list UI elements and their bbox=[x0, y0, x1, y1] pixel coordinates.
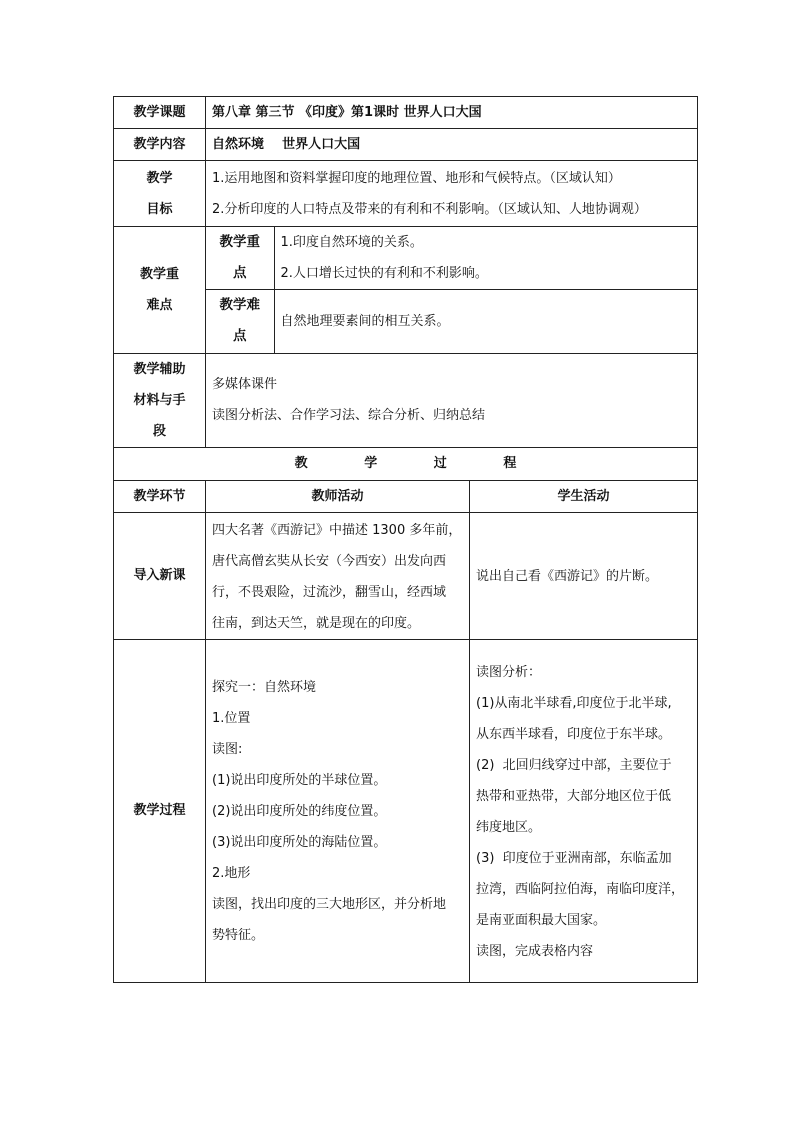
table-row bbox=[114, 512, 698, 639]
column-header-student: 学生活动 bbox=[470, 480, 698, 512]
lesson-plan-table bbox=[113, 96, 698, 983]
teacher-line: 四大名著《西游记》中描述 1300 多年前， bbox=[212, 522, 462, 538]
student-line: 从东西半球看，印度位于东半球。 bbox=[476, 726, 672, 742]
row-topic bbox=[114, 97, 698, 129]
key-points-label bbox=[206, 227, 274, 290]
content-label: 教学内容 bbox=[114, 129, 206, 161]
key-difficult-label-line1: 教学重 bbox=[139, 266, 179, 282]
aids-label-line1: 教学辅助 bbox=[133, 361, 186, 377]
column-header-teacher: 教师活动 bbox=[206, 480, 470, 512]
topic-value: 第八章 第三节 《印度》第1课时 世界人口大国 bbox=[206, 97, 698, 129]
goals-content bbox=[206, 161, 698, 227]
goal-item: 2.分析印度的人口特点及带来的有利和不利影响。（区域认知、人地协调观） bbox=[212, 201, 647, 217]
aids-label-line3: 段 bbox=[152, 423, 166, 439]
difficult-points-row bbox=[206, 290, 697, 353]
key-points-label-line1: 教学重 bbox=[219, 234, 260, 250]
key-difficult-subtable bbox=[206, 227, 697, 353]
goals-label-line1: 教学 bbox=[146, 170, 173, 186]
content-value: 自然环境 世界人口大国 bbox=[206, 129, 698, 161]
teacher-activity-cell bbox=[206, 512, 470, 639]
difficult-points-label-line2: 点 bbox=[233, 328, 247, 345]
teacher-line: 往南，到达天竺，就是现在的印度。 bbox=[212, 615, 421, 631]
column-header-stage: 教学环节 bbox=[114, 480, 206, 512]
aids-item: 读图分析法、合作学习法、综合分析、归纳总结 bbox=[212, 408, 486, 423]
student-line: 热带和亚热带，大部分地区位于低 bbox=[476, 788, 672, 804]
student-line: 说出自己看《西游记》的片断。 bbox=[476, 569, 659, 584]
student-line: 读图分析： bbox=[476, 664, 542, 680]
teacher-line: 读图，找出印度的三大地形区，并分析地 bbox=[212, 897, 447, 912]
student-activity-cell bbox=[470, 639, 698, 982]
process-title-char: 学 bbox=[364, 456, 378, 471]
student-line: 是南亚面积最大国家。 bbox=[476, 912, 607, 928]
aids-label-line2: 材料与手 bbox=[133, 392, 186, 408]
key-difficult-label bbox=[114, 227, 206, 354]
table-row bbox=[114, 639, 698, 982]
aids-label bbox=[114, 353, 206, 447]
key-points-label-line2: 点 bbox=[233, 265, 247, 281]
row-process-title bbox=[114, 447, 698, 480]
key-points-row bbox=[206, 227, 697, 290]
topic-label: 教学课题 bbox=[114, 97, 206, 129]
row-key-difficult bbox=[114, 227, 698, 354]
teacher-line: (2)说出印度所处的纬度位置。 bbox=[212, 804, 387, 819]
key-point-item: 1.印度自然环境的关系。 bbox=[280, 235, 423, 250]
row-goals bbox=[114, 161, 698, 227]
teacher-line: (1)说出印度所处的半球位置。 bbox=[212, 773, 387, 788]
goals-label-line2: 目标 bbox=[146, 201, 173, 217]
student-activity-cell bbox=[470, 512, 698, 639]
teacher-line: 唐代高僧玄奘从长安（今西安）出发向西 bbox=[212, 553, 447, 569]
teacher-line: 2.地形 bbox=[212, 866, 251, 881]
difficult-points-label bbox=[206, 290, 274, 353]
teacher-line: 探究一：自然环境 bbox=[212, 680, 317, 695]
teacher-line: (3)说出印度所处的海陆位置。 bbox=[212, 835, 387, 850]
key-difficult-label-line2: 难点 bbox=[146, 297, 173, 313]
key-difficult-subtable-cell bbox=[206, 227, 698, 354]
row-content bbox=[114, 129, 698, 161]
process-title-char: 教 bbox=[294, 456, 308, 471]
process-title bbox=[114, 447, 698, 480]
goals-label bbox=[114, 161, 206, 227]
student-line: 拉湾，西临阿拉伯海，南临印度洋， bbox=[476, 881, 685, 897]
student-line: (2) 北回归线穿过中部，主要位于 bbox=[476, 757, 672, 773]
key-point-item: 2.人口增长过快的有利和不利影响。 bbox=[280, 266, 488, 281]
row-column-headers bbox=[114, 480, 698, 512]
stage-cell: 导入新课 bbox=[114, 512, 206, 639]
stage-cell: 教学过程 bbox=[114, 639, 206, 982]
teacher-line: 1.位置 bbox=[212, 711, 251, 726]
teacher-activity-cell bbox=[206, 639, 470, 982]
student-line: (3) 印度位于亚洲南部，东临孟加 bbox=[476, 850, 672, 866]
difficult-points-content: 自然地理要素间的相互关系。 bbox=[274, 290, 697, 353]
row-aids bbox=[114, 353, 698, 447]
student-line: 纬度地区。 bbox=[476, 819, 542, 835]
teacher-line: 势特征。 bbox=[212, 928, 265, 943]
process-title-char: 过 bbox=[433, 456, 447, 471]
key-points-content bbox=[274, 227, 697, 290]
process-title-char: 程 bbox=[503, 456, 517, 471]
teacher-line: 读图: bbox=[212, 742, 243, 757]
goal-item: 1.运用地图和资料掌握印度的地理位置、地形和气候特点。（区域认知） bbox=[212, 170, 621, 186]
aids-item: 多媒体课件 bbox=[212, 377, 278, 392]
difficult-points-label-line1: 教学难 bbox=[219, 297, 260, 314]
student-line: 读图，完成表格内容 bbox=[476, 943, 594, 959]
aids-content bbox=[206, 353, 698, 447]
teacher-line: 行，不畏艰险，过流沙，翻雪山，经西域 bbox=[212, 584, 447, 600]
student-line: (1)从南北半球看,印度位于北半球, bbox=[476, 695, 672, 711]
